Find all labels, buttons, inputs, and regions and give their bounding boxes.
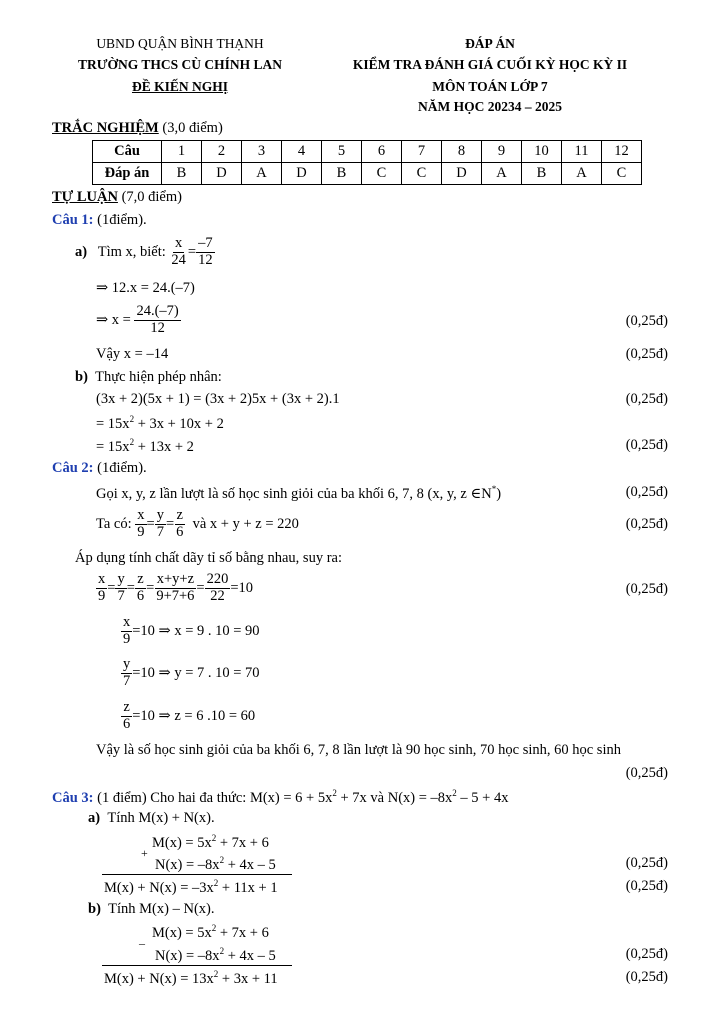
- table-cell: 1: [162, 141, 202, 163]
- q3a-n: $N(x) = -8x^2 + 4x - 5$: [155, 855, 276, 873]
- score: (0,25đ): [625, 855, 668, 871]
- table-header-question: Câu: [93, 141, 162, 163]
- table-cell: B: [522, 163, 562, 185]
- q1a-line: a) Tìm x, biết: $\frac{x}{24}$ = $\frac{-7}{12}$: [75, 235, 213, 268]
- table-cell: B: [322, 163, 362, 185]
- table-cell: 4: [282, 141, 322, 163]
- q1a-step1: ⇒ 12.x = 24.(–7): [96, 280, 195, 296]
- minus-sign: –: [139, 936, 145, 950]
- table-cell: A: [482, 163, 522, 185]
- q3b-diff: $M(x) + N(x) = 13x^2 + 3x + 11$: [104, 969, 278, 987]
- score: (0,25đ): [625, 878, 668, 894]
- table-cell: A: [562, 163, 602, 185]
- score: (0,25đ): [625, 969, 668, 985]
- table-cell: 10: [522, 141, 562, 163]
- header-proposal: ĐỀ KIẾN NGHỊ: [131, 79, 229, 94]
- score: (0,25đ): [625, 346, 668, 362]
- table-cell: 8: [442, 141, 482, 163]
- q2-y-result: $\frac{y}{7}$ =10 ⇒ y = 7 . 10 = 70: [123, 656, 260, 689]
- table-cell: 7: [402, 141, 442, 163]
- score: (0,25đ): [625, 946, 668, 962]
- q2-z-result: $\frac{z}{6}$ =10 ⇒ z = 6 .10 = 60: [123, 699, 256, 732]
- diff-rule: [102, 965, 292, 966]
- q1b-step3: = $15x^2 + 13x + 2$: [96, 437, 194, 455]
- header-exam-title: KIỂM TRA ĐÁNH GIÁ CUỐI KỲ HỌC KỲ II: [352, 57, 628, 72]
- table-cell: 6: [362, 141, 402, 163]
- table-cell: D: [442, 163, 482, 185]
- table-cell: 9: [482, 141, 522, 163]
- q3b-line: b) Tính M(x) – N(x).: [88, 901, 215, 917]
- q3a-sum: $M(x) + N(x) = -3x^2 + 11x + 1$: [104, 878, 278, 896]
- table-cell: A: [242, 163, 282, 185]
- header-answer-key: ĐÁP ÁN: [465, 36, 515, 51]
- answer-table: [92, 140, 642, 185]
- header-school: TRƯỜNG THCS CÙ CHÍNH LAN: [77, 57, 283, 72]
- q1b-step2: = $15x^2 + 3x + 10x + 2$: [96, 414, 224, 432]
- q1a-step2: ⇒ x = $\frac{24.(-7)}{12}$: [96, 303, 179, 336]
- score: (0,25đ): [625, 313, 668, 329]
- header-year: NĂM HỌC 20234 – 2025: [418, 99, 562, 114]
- score: (0,25đ): [625, 765, 668, 781]
- score: (0,25đ): [625, 581, 668, 597]
- q2-property: Áp dụng tính chất dãy tỉ số bằng nhau, suy ra:: [75, 550, 342, 566]
- score: (0,25đ): [625, 516, 668, 532]
- header-dept: UBND QUẬN BÌNH THẠNH: [96, 36, 264, 51]
- sum-rule: [102, 874, 292, 875]
- section-essay: TỰ LUẬN (7,0 điểm): [52, 189, 182, 205]
- q2-ratio-chain: $\frac{x}{9}$ = $\frac{y}{7}$ = $\frac{z}{6}$ = $\frac{x+y+z}{9+7+6}$ = $\frac{220}{22}$ =10: [98, 571, 254, 604]
- q2-given: Ta có: $\frac{x}{9}$ = $\frac{y}{7}$ = $\frac{z}{6}$ và x + y + z = 220: [96, 507, 299, 540]
- score: (0,25đ): [625, 391, 668, 407]
- table-cell: D: [282, 163, 322, 185]
- table-cell: C: [402, 163, 442, 185]
- table-cell: 5: [322, 141, 362, 163]
- q3b-n: $N(x) = -8x^2 + 4x - 5$: [155, 946, 276, 964]
- q1b-step1: (3x + 2)(5x + 1) = (3x + 2)5x + (3x + 2).1: [96, 391, 340, 407]
- q3-heading: Câu 3: (1 điểm) Cho hai đa thức: $M(x) = 6 + 5x^2 + 7x$ và $N(x) = -8x^2 - 5 + 4x$: [52, 788, 509, 806]
- q2-conclusion: Vậy là số học sinh giỏi của ba khối 6, 7, 8 lần lượt là 90 học sinh, 70 học sinh, 60 học sinh: [96, 742, 621, 758]
- q3b-m: $M(x) = 5x^2 + 7x + 6$: [152, 923, 269, 941]
- score: (0,25đ): [625, 437, 668, 453]
- q3a-line: a) Tính M(x) + N(x).: [88, 810, 215, 826]
- section-multiple-choice: TRẮC NGHIỆM (3,0 điểm): [52, 120, 223, 136]
- header-subject: MÔN TOÁN LỚP 7: [432, 79, 548, 94]
- q2-heading: Câu 2: (1điểm).: [52, 460, 147, 476]
- table-cell: C: [362, 163, 402, 185]
- score: (0,25đ): [625, 484, 668, 500]
- table-cell: 2: [202, 141, 242, 163]
- q2-x-result: $\frac{x}{9}$ =10 ⇒ x = 9 . 10 = 90: [123, 614, 260, 647]
- q1a-result: Vậy x = –14: [96, 346, 169, 362]
- table-cell: C: [602, 163, 642, 185]
- table-cell: 3: [242, 141, 282, 163]
- q2-let: Gọi x, y, z lần lượt là số học sinh giỏi của ba khối 6, 7, 8 (x, y, z ∈N*): [96, 484, 502, 502]
- table-cell: D: [202, 163, 242, 185]
- table-cell: 11: [562, 141, 602, 163]
- table-cell: 12: [602, 141, 642, 163]
- q1-heading: Câu 1: (1điểm).: [52, 212, 147, 228]
- plus-sign: +: [141, 846, 148, 860]
- table-cell: B: [162, 163, 202, 185]
- q3a-m: $M(x) = 5x^2 + 7x + 6$: [152, 833, 269, 851]
- q1b-line: b) Thực hiện phép nhân:: [75, 369, 222, 385]
- table-header-answer: Đáp án: [93, 163, 162, 185]
